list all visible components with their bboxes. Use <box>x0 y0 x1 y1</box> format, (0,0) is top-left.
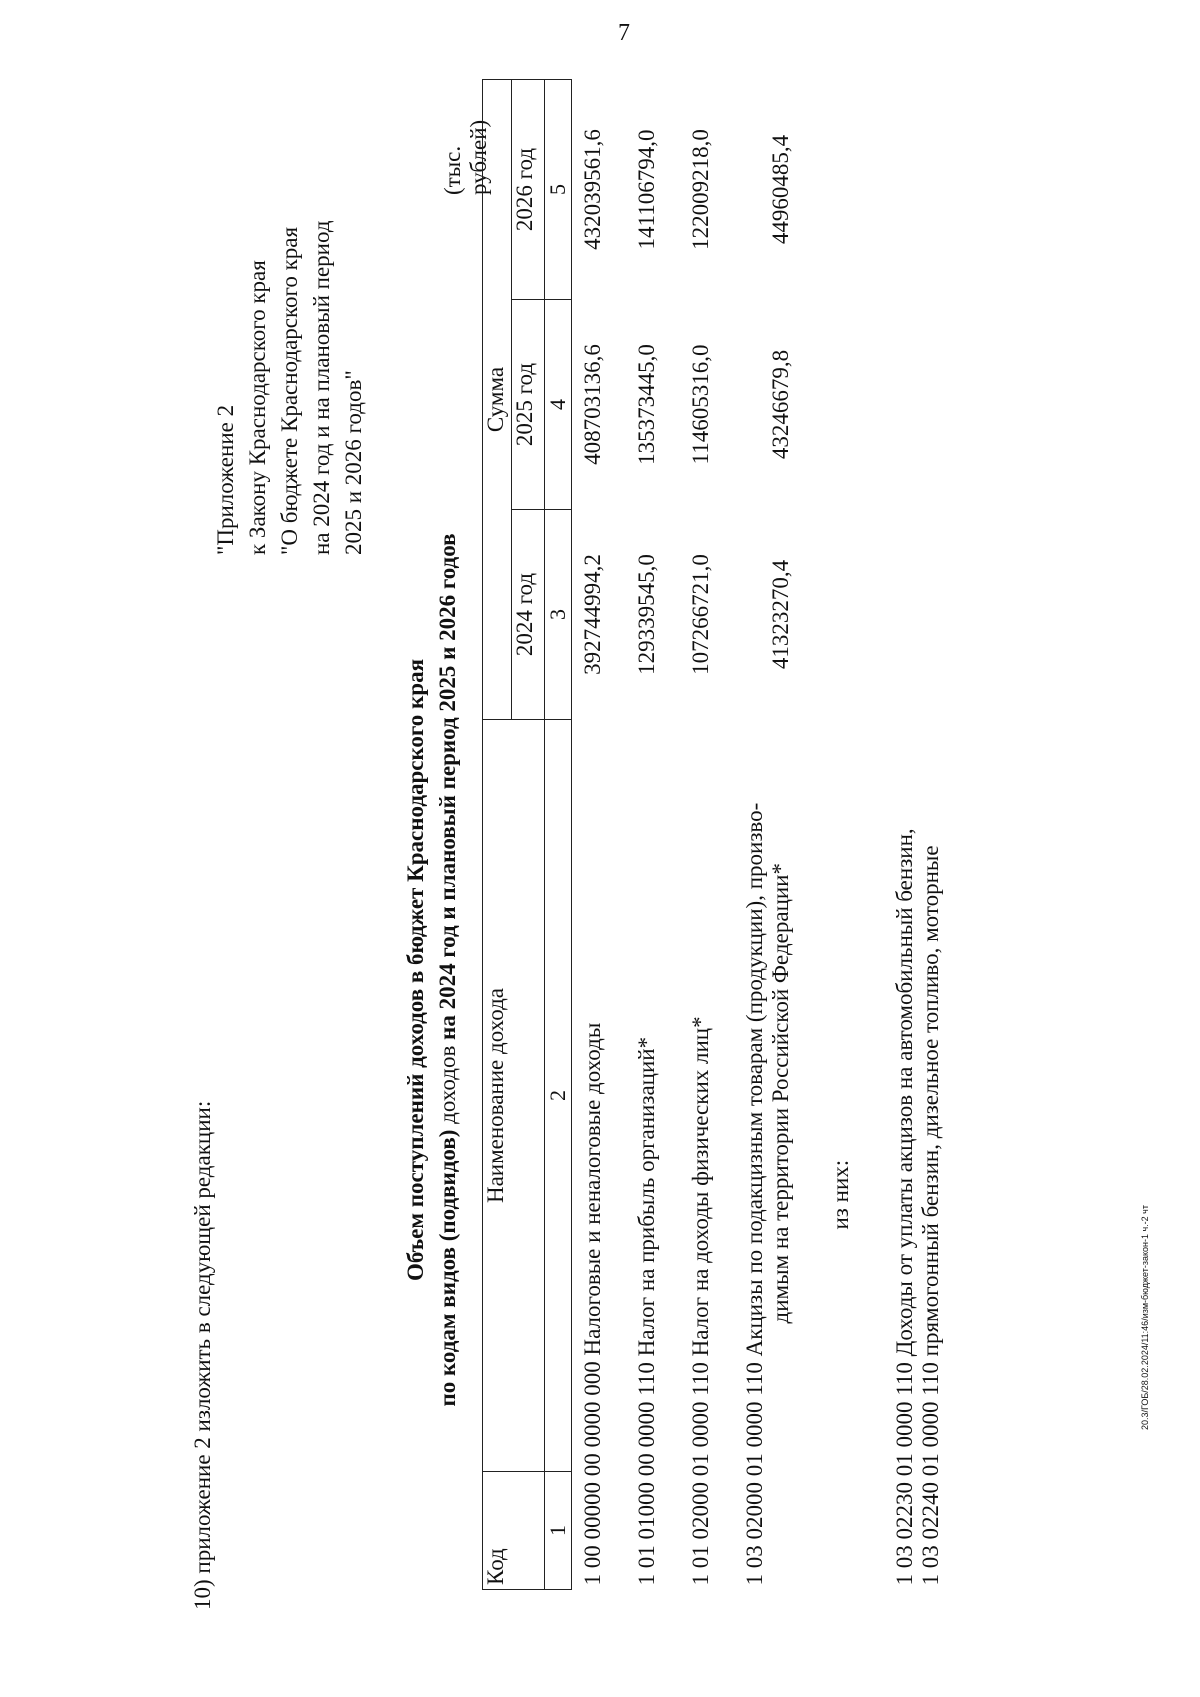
revenue-table <box>482 79 964 1590</box>
row-value-2024: 41323270,4 <box>768 559 793 670</box>
row-code-and-name: 1 03 02000 01 0000 110 Акцизы по подакцизным товарам (продукции), произво- димым на территории Российской Федерации* <box>742 802 793 1586</box>
appendix-line: "О бюджете Краснодарского края <box>277 226 302 555</box>
header-num-2: 2 <box>545 720 572 1472</box>
table-row <box>884 79 964 1589</box>
title-line-2: по кодам видов (подвидов) доходов на 2024 год и плановый период 2025 и 2026 годов <box>435 533 460 1407</box>
row-value-2025: 135373445,0 <box>634 344 659 465</box>
row-value-2024: 107266721,0 <box>688 554 713 675</box>
row-value-2025: 114605316,0 <box>688 344 713 465</box>
appendix-block <box>210 220 370 555</box>
page-number: 7 <box>618 20 630 46</box>
table-row <box>680 79 734 1589</box>
footer-code: 20.3/ГОБ/28.02.2024/11:46/изм-бюджет-закон-1 ч.-2 чт <box>1140 1205 1150 1430</box>
appendix-line: "Приложение 2 <box>213 404 238 555</box>
note-text: из них: <box>828 1159 853 1230</box>
header-num-4: 4 <box>545 300 572 510</box>
appendix-line: 2025 и 2026 годов" <box>341 370 366 555</box>
row-code-and-name: 1 00 00000 00 0000 000 Налоговые и неналоговые доходы <box>580 1022 605 1586</box>
units-label: (тыс. рублей) <box>440 119 491 195</box>
row-value-2026: 122009218,0 <box>688 129 713 250</box>
appendix-line: к Закону Краснодарского края <box>245 260 270 555</box>
row-value-2024: 392744994,2 <box>580 554 605 675</box>
header-code: Код <box>483 1472 545 1590</box>
header-name: Наименование дохода <box>483 720 545 1472</box>
header-2024: 2024 год <box>512 510 545 720</box>
row-value-2026: 44960485,4 <box>768 134 793 245</box>
header-num-3: 3 <box>545 510 572 720</box>
row-value-2026: 432039561,6 <box>580 129 605 250</box>
header-num-1: 1 <box>545 1472 572 1590</box>
document-title <box>400 330 464 1610</box>
table-row <box>734 79 814 1589</box>
header-sum: Сумма <box>483 79 512 719</box>
table-row-note <box>814 79 884 1589</box>
rotated-page-content <box>190 70 1090 1610</box>
row-value-2026: 141106794,0 <box>634 129 659 250</box>
title-line-1: Объем поступлений доходов в бюджет Краснодарского края <box>403 658 428 1282</box>
row-value-2025: 43246679,8 <box>768 349 793 460</box>
appendix-line: на 2024 год и на плановый период <box>309 220 334 555</box>
intro-text: 10) приложение 2 изложить в следующей редакции: <box>190 1100 215 1610</box>
row-code-and-name: 1 01 01000 00 0000 110 Налог на прибыль организаций* <box>634 1036 659 1586</box>
row-code-and-name: 1 01 02000 01 0000 110 Налог на доходы физических лиц* <box>688 1016 713 1586</box>
header-num-5: 5 <box>545 79 572 299</box>
row-value-2024: 129339545,0 <box>634 554 659 675</box>
row-value-2025: 408703136,6 <box>580 344 605 465</box>
header-2025: 2025 год <box>512 300 545 510</box>
table-row <box>626 79 680 1589</box>
table-row <box>572 79 627 1589</box>
header-2026: 2026 год <box>512 79 545 299</box>
row-code-and-name: 1 03 02230 01 0000 110 Доходы от уплаты акцизов на автомобильный бензин, 1 03 02240 01 0000 110 прямогонный бензин, дизельное топливо, моторные <box>892 828 943 1586</box>
